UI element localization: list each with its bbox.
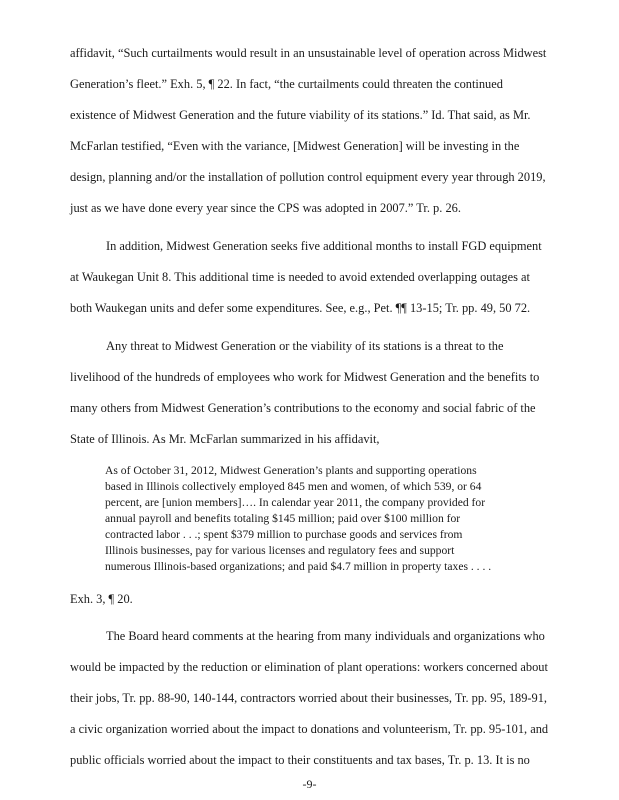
- paragraph2-line-1: In addition, Midwest Generation seeks five additional months to install FGD equipment: [106, 239, 542, 253]
- paragraph2-line-2: at Waukegan Unit 8. This additional time is needed to avoid extended overlapping outages at: [70, 270, 530, 284]
- page-number: -9-: [302, 777, 317, 791]
- paragraph2-line-3: both Waukegan units and defer some expenditures. See, e.g., Pet. ¶¶ 13-15; Tr. pp. 49, 50 72.: [70, 301, 531, 315]
- block-quote-line-3: percent, are [union members]…. In calendar year 2011, the company provided for: [105, 496, 486, 509]
- paragraph4-line-5: public officials worried about the impact to their constituents and tax bases, Tr. p. 13. It is no: [70, 753, 530, 767]
- paragraph4-line-2: would be impacted by the reduction or elimination of plant operations: workers concerned about: [70, 660, 548, 674]
- paragraph3-line-2: livelihood of the hundreds of employees who work for Midwest Generation and the benefits to: [70, 370, 540, 384]
- paragraph4-line-1: The Board heard comments at the hearing from many individuals and organizations who: [106, 629, 545, 643]
- block-quote-line-4: annual payroll and benefits totaling $145 million; paid over $100 million for: [105, 512, 461, 525]
- block-quote-line-2: based in Illinois collectively employed 845 men and women, of which 539, or 64: [105, 480, 482, 493]
- paragraph1-line-2: Generation’s fleet.” Exh. 5, ¶ 22. In fact, “the curtailments could threaten the continued: [70, 77, 503, 91]
- paragraph4-line-3: their jobs, Tr. pp. 88-90, 140-144, contractors worried about their businesses, Tr. pp. 95, 189-91,: [70, 691, 548, 705]
- paragraph1-line-6: just as we have done every year since the CPS was adopted in 2007.” Tr. p. 26.: [70, 201, 461, 215]
- citation: Exh. 3, ¶ 20.: [70, 592, 133, 606]
- paragraph1-line-1: affidavit, “Such curtailments would result in an unsustainable level of operation across Midwest: [70, 46, 547, 60]
- block-quote-line-7: numerous Illinois-based organizations; and paid $4.7 million in property taxes . . . .: [105, 560, 492, 573]
- paragraph1-line-5: design, planning and/or the installation of pollution control equipment every year through 2019,: [70, 170, 546, 184]
- block-quote-line-1: As of October 31, 2012, Midwest Generation’s plants and supporting operations: [105, 464, 477, 477]
- paragraph1-line-4: McFarlan testified, “Even with the variance, [Midwest Generation] will be investing in the: [70, 139, 520, 153]
- block-quote-line-6: Illinois businesses, pay for various licenses and regulatory fees and support: [105, 544, 455, 557]
- paragraph4-line-4: a civic organization worried about the impact to donations and volunteerism, Tr. pp. 95-101, and: [70, 722, 549, 736]
- block-quote-line-5: contracted labor . . .; spent $379 million to purchase goods and services from: [105, 528, 463, 541]
- paragraph3-line-3: many others from Midwest Generation’s contributions to the economy and social fabric of the: [70, 401, 536, 415]
- paragraph3-line-4: State of Illinois. As Mr. McFarlan summarized in his affidavit,: [70, 432, 380, 446]
- paragraph3-line-1: Any threat to Midwest Generation or the viability of its stations is a threat to the: [106, 339, 504, 353]
- paragraph1-line-3: existence of Midwest Generation and the future viability of its stations.” Id. That said, as Mr.: [70, 108, 531, 122]
